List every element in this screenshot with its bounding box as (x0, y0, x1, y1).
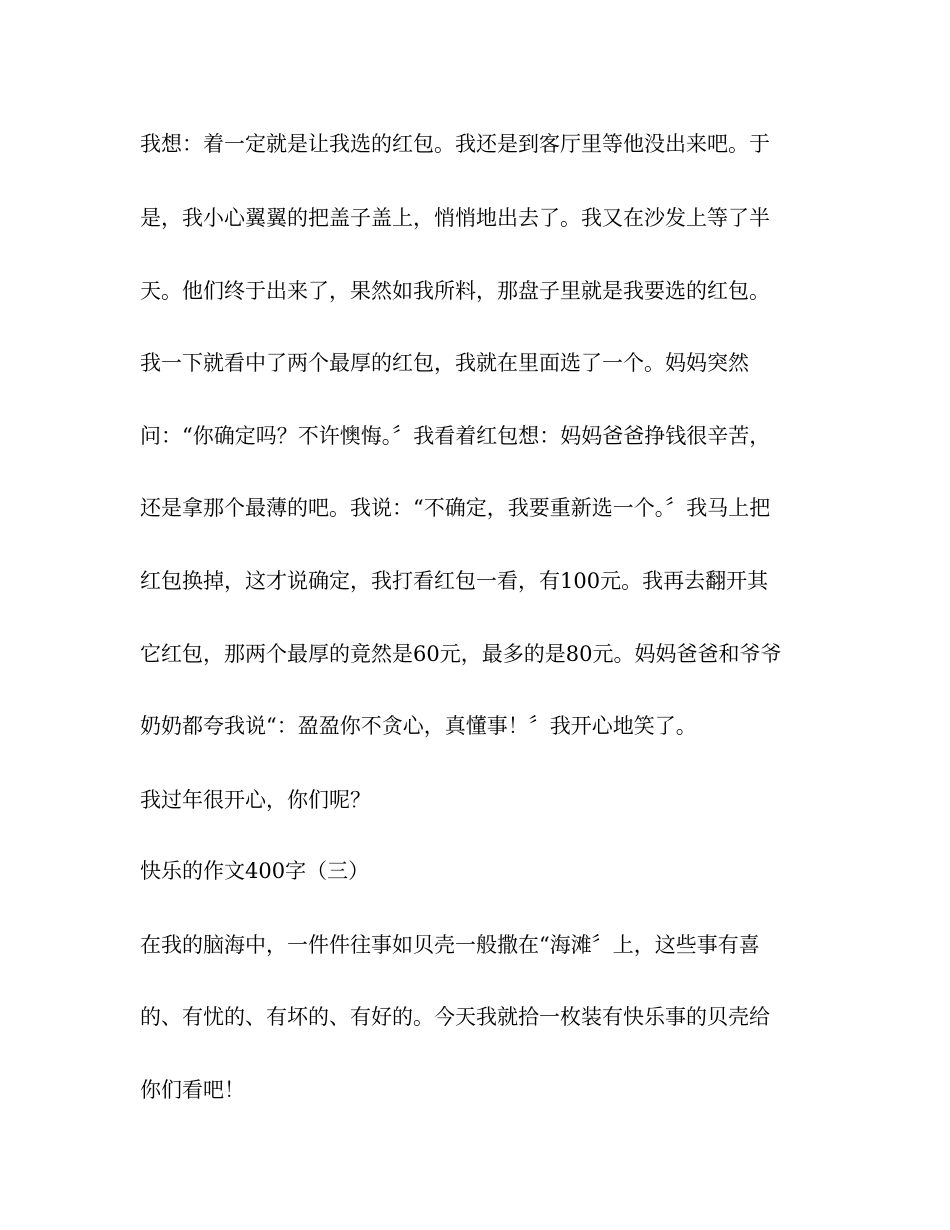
paragraph-line: 红包换掉，这才说确定，我打看红包一看，有100元。我再去翻开其 (140, 569, 769, 593)
paragraph-line: 我一下就看中了两个最厚的红包，我就在里面选了一个。妈妈突然 (140, 351, 749, 375)
paragraph-line: 天。他们终于出来了，果然如我所料，那盘子里就是我要选的红包。 (140, 279, 770, 303)
paragraph-line: 我想：着一定就是让我选的红包。我还是到客厅里等他没出来吧。于 (140, 132, 770, 156)
paragraph-line: 我过年很开心，你们呢？ (140, 788, 371, 812)
paragraph-line: 在我的脑海中，一件件往事如贝壳一般撒在“海滩〞上，这些事有喜 (140, 933, 760, 957)
paragraph-line: 还是拿那个最薄的吧。我说：“不确定，我要重新选一个。〞我马上把 (140, 496, 771, 520)
paragraph-line: 是，我小心翼翼的把盖子盖上，悄悄地出去了。我又在沙发上等了半 (140, 206, 770, 230)
paragraph-line: 奶奶都夸我说“：盈盈你不贪心，真懂事！〞我开心地笑了。 (140, 714, 697, 738)
paragraph-line: 的、有忧的、有坏的、有好的。今天我就拾一枚装有快乐事的贝壳给 (140, 1005, 770, 1029)
paragraph-line: 问：“你确定吗？不许懊悔。〞我看着红包想：妈妈爸爸挣钱很辛苦， (140, 424, 771, 448)
paragraph-line: 它红包，那两个最厚的竟然是60元，最多的是80元。妈妈爸爸和爷爷 (140, 642, 782, 666)
section-heading: 快乐的作文400字（三） (140, 859, 370, 883)
paragraph-line: 你们看吧！ (140, 1078, 245, 1102)
